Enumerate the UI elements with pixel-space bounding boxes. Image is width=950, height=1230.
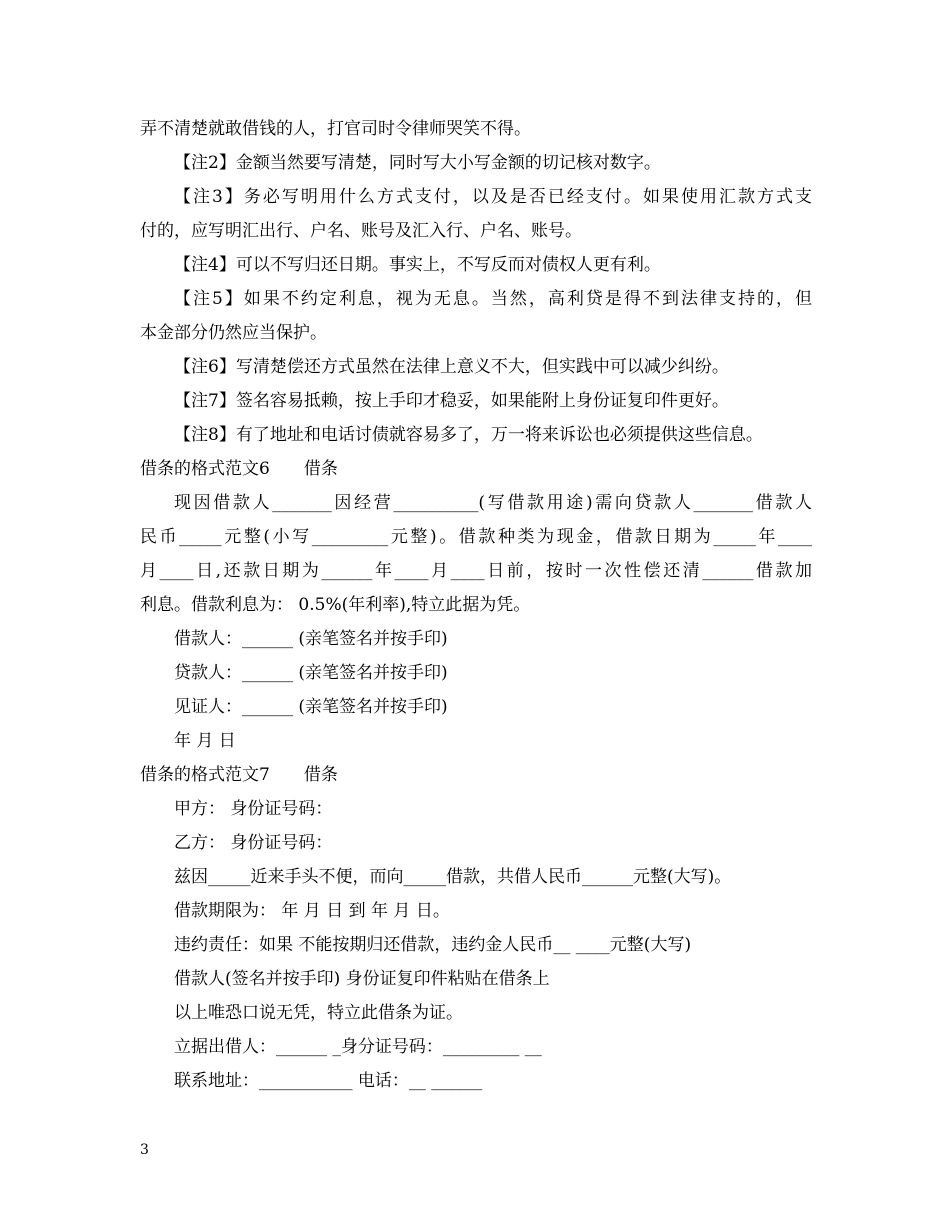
loan-text-line: 现因借款人_______因经营__________(写借款用途)需向贷款人_______借款人 — [174, 493, 812, 513]
text-line: 弄不清楚就敢借钱的人，打官司时令律师哭笑不得。 — [140, 119, 531, 139]
borrower-id-line: 借款人(签名并按手印) 身份证复印件粘贴在借条上 — [174, 969, 550, 989]
party-a-line: 甲方： 身份证号码： — [174, 799, 333, 819]
note-5: 【注5】如果不约定利息，视为无息。当然，高利贷是得不到法律支持的，但 — [174, 289, 812, 309]
loan-term-line: 借款期限为： 年 月 日 到 年 月 日。 — [174, 901, 450, 921]
section-heading-6: 借条的格式范文6 借条 — [140, 459, 338, 479]
penalty-line: 违约责任：如果 不能按期归还借款，违约金人民币__ ____元整(大写) — [174, 935, 692, 955]
loan-text-line: 利息。借款利息为： 0.5%(年利率),特立此据为凭。 — [140, 595, 531, 615]
note-3: 【注3】务必写明用什么方式支付，以及是否已经支付。如果使用汇款方式支 — [174, 187, 812, 207]
note-5-continued: 本金部分仍然应当保护。 — [140, 323, 327, 343]
lender-id-line: 立据出借人：______ _身分证号码：_________ __ — [174, 1037, 542, 1057]
proof-line: 以上唯恐口说无凭，特立此借条为证。 — [174, 1003, 463, 1023]
party-b-line: 乙方： 身份证号码： — [174, 833, 333, 853]
contact-line: 联系地址：___________ 电话：__ ______ — [174, 1071, 483, 1091]
loan-text-line: 民币_____元整(小写_________元整)。借款种类为现金，借款日期为_____年____ — [140, 527, 812, 547]
borrower-signature-line: 借款人：______ (亲笔签名并按手印) — [174, 629, 448, 649]
document-body — [140, 112, 812, 1098]
note-8: 【注8】有了地址和电话讨债就容易多了，万一将来诉讼也必须提供这些信息。 — [174, 425, 763, 445]
note-2: 【注2】金额当然要写清楚，同时写大小写金额的切记核对数字。 — [174, 153, 661, 173]
date-line: 年 月 日 — [174, 731, 236, 751]
lender-signature-line: 贷款人：______ (亲笔签名并按手印) — [174, 663, 448, 683]
page-number: 3 — [140, 1142, 149, 1158]
loan-reason-line: 兹因_____近来手头不便，而向_____借款，共借人民币______元整(大写)。 — [174, 867, 732, 887]
witness-signature-line: 见证人：______ (亲笔签名并按手印) — [174, 697, 448, 717]
note-3-continued: 付的，应写明汇出行、户名、账号及汇入行、户名、账号。 — [140, 221, 582, 241]
note-4: 【注4】可以不写归还日期。事实上，不写反而对债权人更有利。 — [174, 255, 661, 275]
loan-text-line: 月____日,还款日期为______年____月____日前，按时一次性偿还清______借款加 — [140, 561, 812, 581]
section-heading-7: 借条的格式范文7 借条 — [140, 765, 338, 785]
note-6: 【注6】写清楚偿还方式虽然在法律上意义不大，但实践中可以减少纠纷。 — [174, 357, 729, 377]
note-7: 【注7】签名容易抵赖，按上手印才稳妥，如果能附上身份证复印件更好。 — [174, 391, 729, 411]
